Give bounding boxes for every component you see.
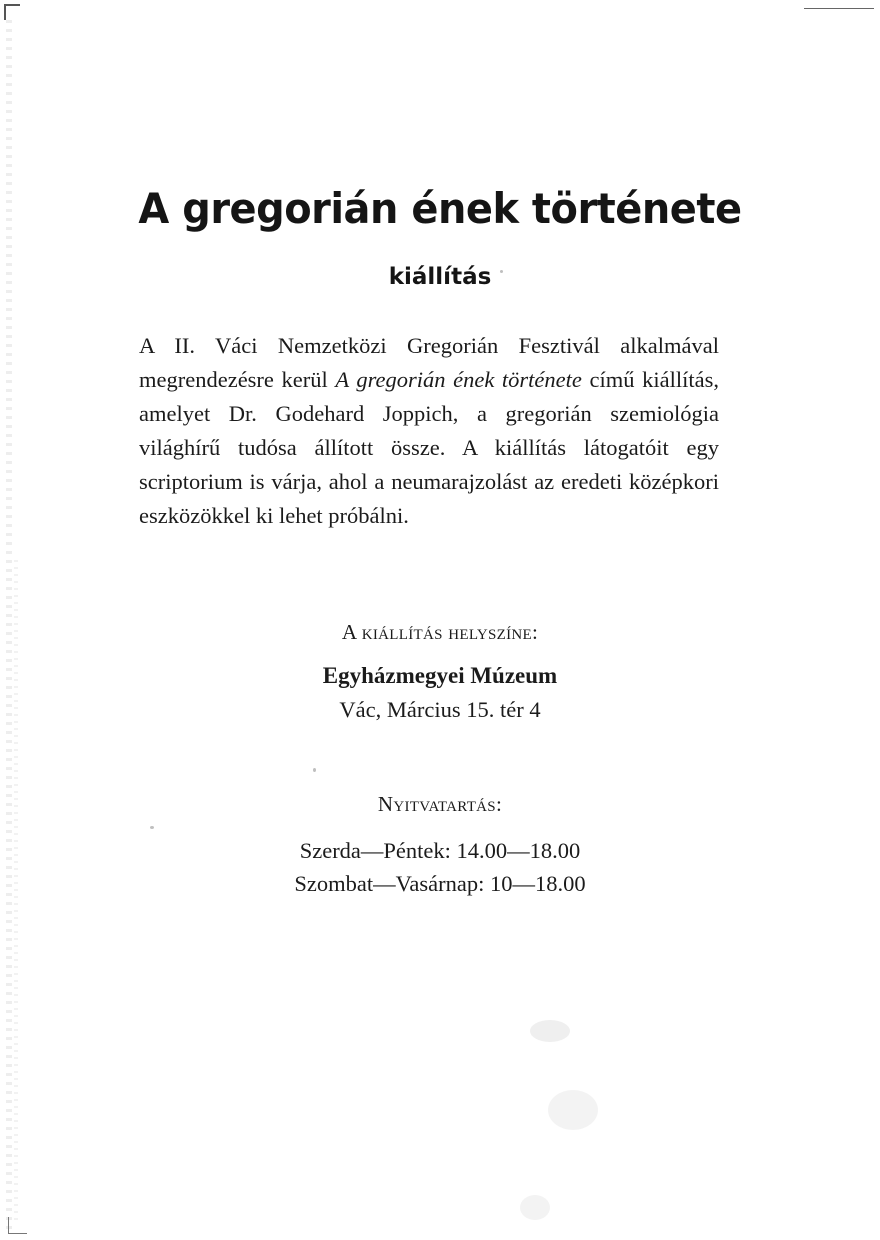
scan-bottom-mark <box>8 1217 27 1234</box>
intro-text-before: A II. Váci Nemzetközi Gregorián Fesztivál alkalmával megrendezésre kerül <box>139 333 719 392</box>
venue-name: Egyházmegyei Múzeum <box>322 663 558 688</box>
venue-label: A kiállítás helyszíne: <box>341 620 539 644</box>
scan-speck <box>150 826 154 829</box>
document-subtitle: kiállítás <box>388 264 492 290</box>
intro-text-after: című kiállítás, amelyet Dr. Godehard Joppich, a gregorián szemiológia világhírű tudósa állított össze. A kiállítás látogatóit egy scriptorium is várja, ahol a neumarajzolást az eredeti középkori eszközökkel ki lehet próbálni. <box>139 367 719 528</box>
scan-smudge <box>520 1195 550 1220</box>
venue-address: Vác, Március 15. tér 4 <box>339 697 541 722</box>
scan-smudge <box>548 1090 598 1130</box>
intro-italic-title: A gregorián ének története <box>335 367 582 392</box>
hours-weekend: Szombat—Vasárnap: 10—18.00 <box>294 871 586 896</box>
document-title: A gregorián ének története <box>138 184 742 233</box>
scan-corner-mark <box>4 4 20 20</box>
hours-label: Nyitvatartás: <box>377 792 503 816</box>
scan-edge-line <box>804 8 874 9</box>
scan-speck <box>313 768 316 772</box>
scan-smudge <box>530 1020 570 1042</box>
hours-weekdays: Szerda—Péntek: 14.00—18.00 <box>299 838 581 863</box>
intro-paragraph <box>139 329 719 533</box>
